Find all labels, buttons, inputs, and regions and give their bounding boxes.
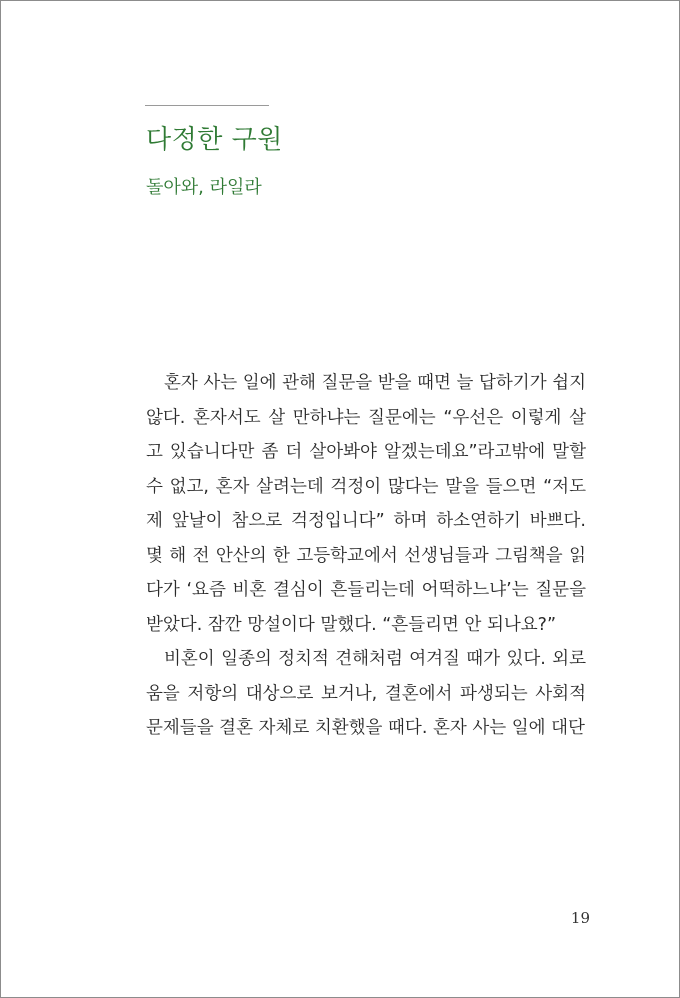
title-divider	[145, 105, 269, 106]
paragraph: 혼자 사는 일에 관해 질문을 받을 때면 늘 답하기가 쉽지 않다. 혼자서도 살 만하냐는 질문에는 “우선은 이렇게 살고 있습니다만 좀 더 살아봐야 알겠는데요”라고밖에 말할 수 없고, 혼자 살려는데 걱정이 많다는 말을 들으면 “저도 제 앞날이 참으로 걱정입니다” 하며 하소연하기 바쁘다. 몇 해 전 안산의 한 고등학교에서 선생님들과 그림책을 읽다가 ‘요즘 비혼 결심이 흔들리는데 어떡하느냐’는 질문을 받았다. 잠깐 망설이다 말했다. “흔들리면 안 되나요?”	[146, 373, 586, 635]
chapter-title: 다정한 구원	[146, 125, 283, 155]
page-number: 19	[570, 909, 590, 927]
paragraph: 비혼이 일종의 정치적 견해처럼 여겨질 때가 있다. 외로움을 저항의 대상으로 보거나, 결혼에서 파생되는 사회적 문제들을 결혼 자체로 치환했을 때다. 혼자 사는 일에 대단	[146, 649, 586, 738]
chapter-subtitle: 돌아와, 라일라	[146, 177, 262, 198]
body-text	[146, 366, 586, 746]
